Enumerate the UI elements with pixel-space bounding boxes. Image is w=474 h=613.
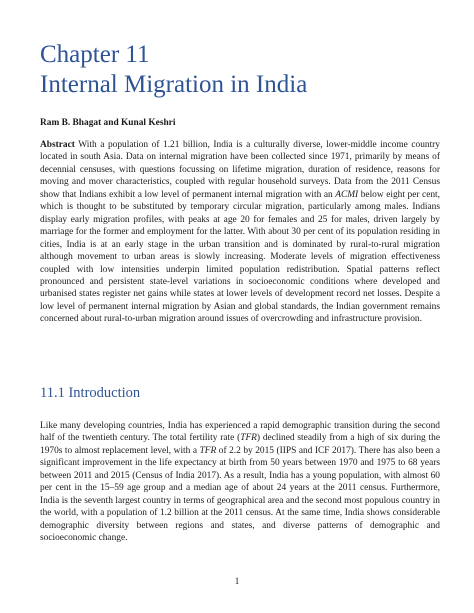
intro-text-2: ) declined steadily from a high of six during the 1970s to almost replacement level, with a bbox=[40, 433, 440, 456]
section-heading: 11.1 Introduction bbox=[40, 385, 141, 401]
abstract-text-2: below eight per cent, which is thought to be substituted by temporary circular migration, particularly among males. Indians display early migration profiles, with peaks at age 20 for females and 25 for males, driven largely by marriage for the former and employment for the latter. With about 30 per cent of its population residing in cities, India is at an early stage in the urban transition and is dominated by rural-to-rural migration although movement to urban areas is slowly increasing. Moderate levels of migration effectiveness coupled with low intensities underpin limited population redistribution. Spatial patterns reflect pronounced and persistent state-level variations in socioeconomic conditions where developed and urbanised states register net gains while states at lower levels of development record net losses. Despite a low level of permanent internal migration by Asian and global standards, the Indian government remains concerned about rural-to-urban migration around issues of overcrowding and infrastructure provision. bbox=[40, 189, 440, 325]
tfr-term-1: TFR bbox=[240, 433, 257, 444]
intro-text-1: Like many developing countries, India has experienced a rapid demographic transition during the second half of the twentieth century. The total fertility rate ( bbox=[40, 421, 440, 444]
abstract-text-1: With a population of 1.21 billion, India is a culturally diverse, lower-middle income country located in south Asia. Data on internal migration have been collected since 1971, primarily by means of decennial censuses, with questions focussing on lifetime migration, duration of residence, reasons for moving and mover characteristics, coupled with regular household surveys. Data from the 2011 Census show that Indians exhibit a low level of permanent internal migration with an bbox=[40, 140, 440, 200]
chapter-title bbox=[40, 40, 440, 100]
chapter-number: Chapter 11 bbox=[40, 41, 150, 68]
chapter-name: Internal Migration in India bbox=[40, 71, 308, 98]
tfr-term-2: TFR bbox=[199, 445, 217, 456]
page-number: 1 bbox=[234, 576, 240, 586]
authors: Ram B. Bhagat and Kunal Keshri bbox=[40, 118, 176, 128]
intro-paragraph bbox=[40, 420, 440, 545]
abstract-label: Abstract bbox=[40, 140, 75, 150]
intro-text-3: of 2.2 by 2015 (IIPS and ICF 2017). There has also been a significant improvement in the life expectancy at birth from 50 years between 1970 and 1975 to 68 years between 2011 and 2015 (Census of India 2017). As a result, India has a young population, with almost 60 per cent in the 15–59 age group and a median age of about 24 years at the 2011 census. Furthermore, India is the seventh largest country in terms of geographical area and the second most populous country in the world, with a population of 1.2 billion at the 2011 census. At the same time, India shows considerable demographic diversity between regions and states, and diverse patterns of demographic and socioeconomic change. bbox=[40, 445, 440, 544]
acmi-term: ACMI bbox=[335, 189, 359, 200]
abstract-paragraph bbox=[40, 139, 440, 326]
